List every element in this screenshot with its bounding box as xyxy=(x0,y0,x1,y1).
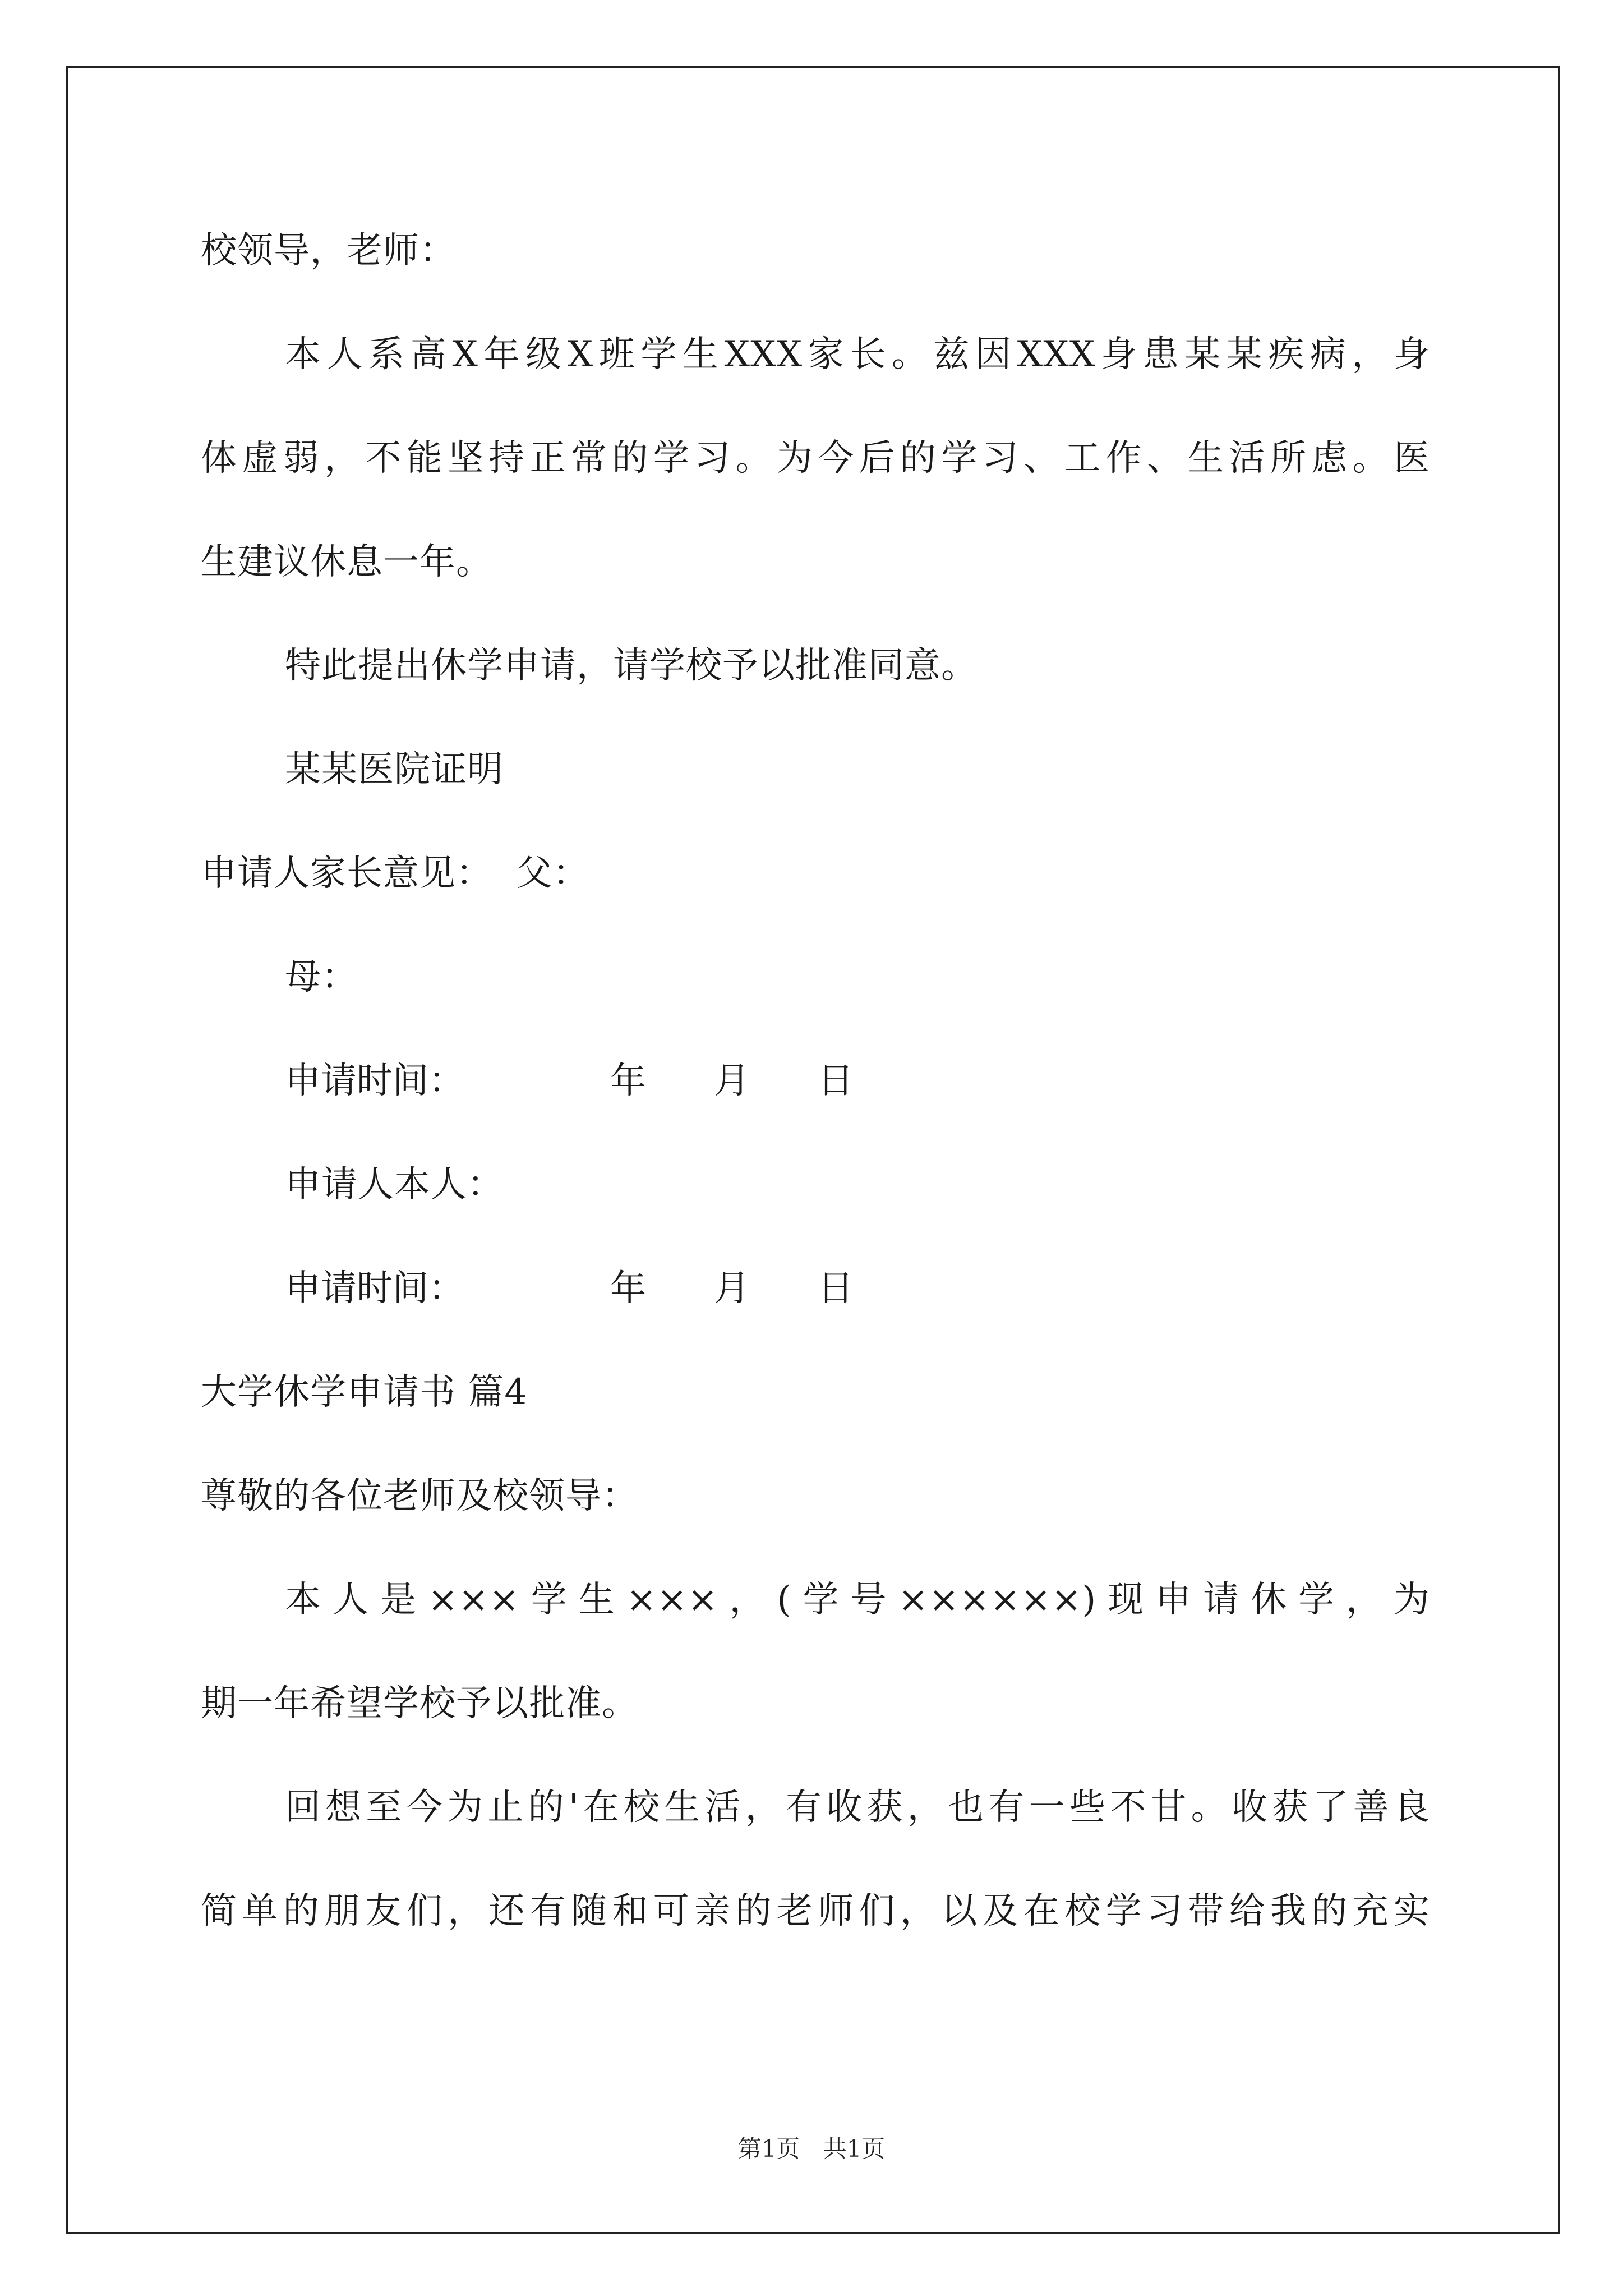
salutation: 校领导，老师： xyxy=(201,230,456,272)
year-label: 年 xyxy=(610,1268,646,1309)
page-total: 共1页 xyxy=(823,2135,886,2162)
attachment-note: 某某医院证明 xyxy=(285,749,504,790)
paragraph-line: 生建议休息一年。 xyxy=(201,541,492,583)
section-heading: 大学休学申请书 篇4 xyxy=(201,1372,528,1413)
date-label: 申请时间： xyxy=(285,1060,464,1102)
applicant-label: 申请人本人： xyxy=(285,1164,504,1205)
paragraph-line: 本人是×××学生×××，(学号××××××)现申请休学，为 xyxy=(285,1579,1430,1621)
year-label: 年 xyxy=(610,1060,646,1102)
month-label: 月 xyxy=(714,1268,750,1309)
salutation: 尊敬的各位老师及校领导： xyxy=(201,1475,638,1517)
mother-label: 母： xyxy=(285,956,358,998)
paragraph-line: 特此提出休学申请，请学校予以批准同意。 xyxy=(285,645,978,687)
month-label: 月 xyxy=(714,1060,750,1102)
day-label: 日 xyxy=(818,1268,854,1309)
paragraph-line: 简单的朋友们，还有随和可亲的老师们，以及在校学习带给我的充实 xyxy=(201,1890,1430,1932)
page-footer xyxy=(0,2137,1623,2161)
paragraph-line: 回想至今为止的'在校生活，有收获，也有一些不甘。收获了善良 xyxy=(285,1787,1430,1828)
date-label: 申请时间： xyxy=(285,1268,464,1309)
paragraph-line: 本人系高X年级X班学生XXX家长。兹因XXX身患某某疾病，身 xyxy=(285,334,1430,375)
page-number: 第1页 xyxy=(737,2135,800,2162)
day-label: 日 xyxy=(818,1060,854,1102)
paragraph-line: 期一年希望学校予以批准。 xyxy=(201,1683,638,1724)
paragraph-line: 体虚弱，不能坚持正常的学习。为今后的学习、工作、生活所虑。医 xyxy=(201,438,1430,479)
parent-opinion-label: 申请人家长意见： 父： xyxy=(201,853,589,894)
